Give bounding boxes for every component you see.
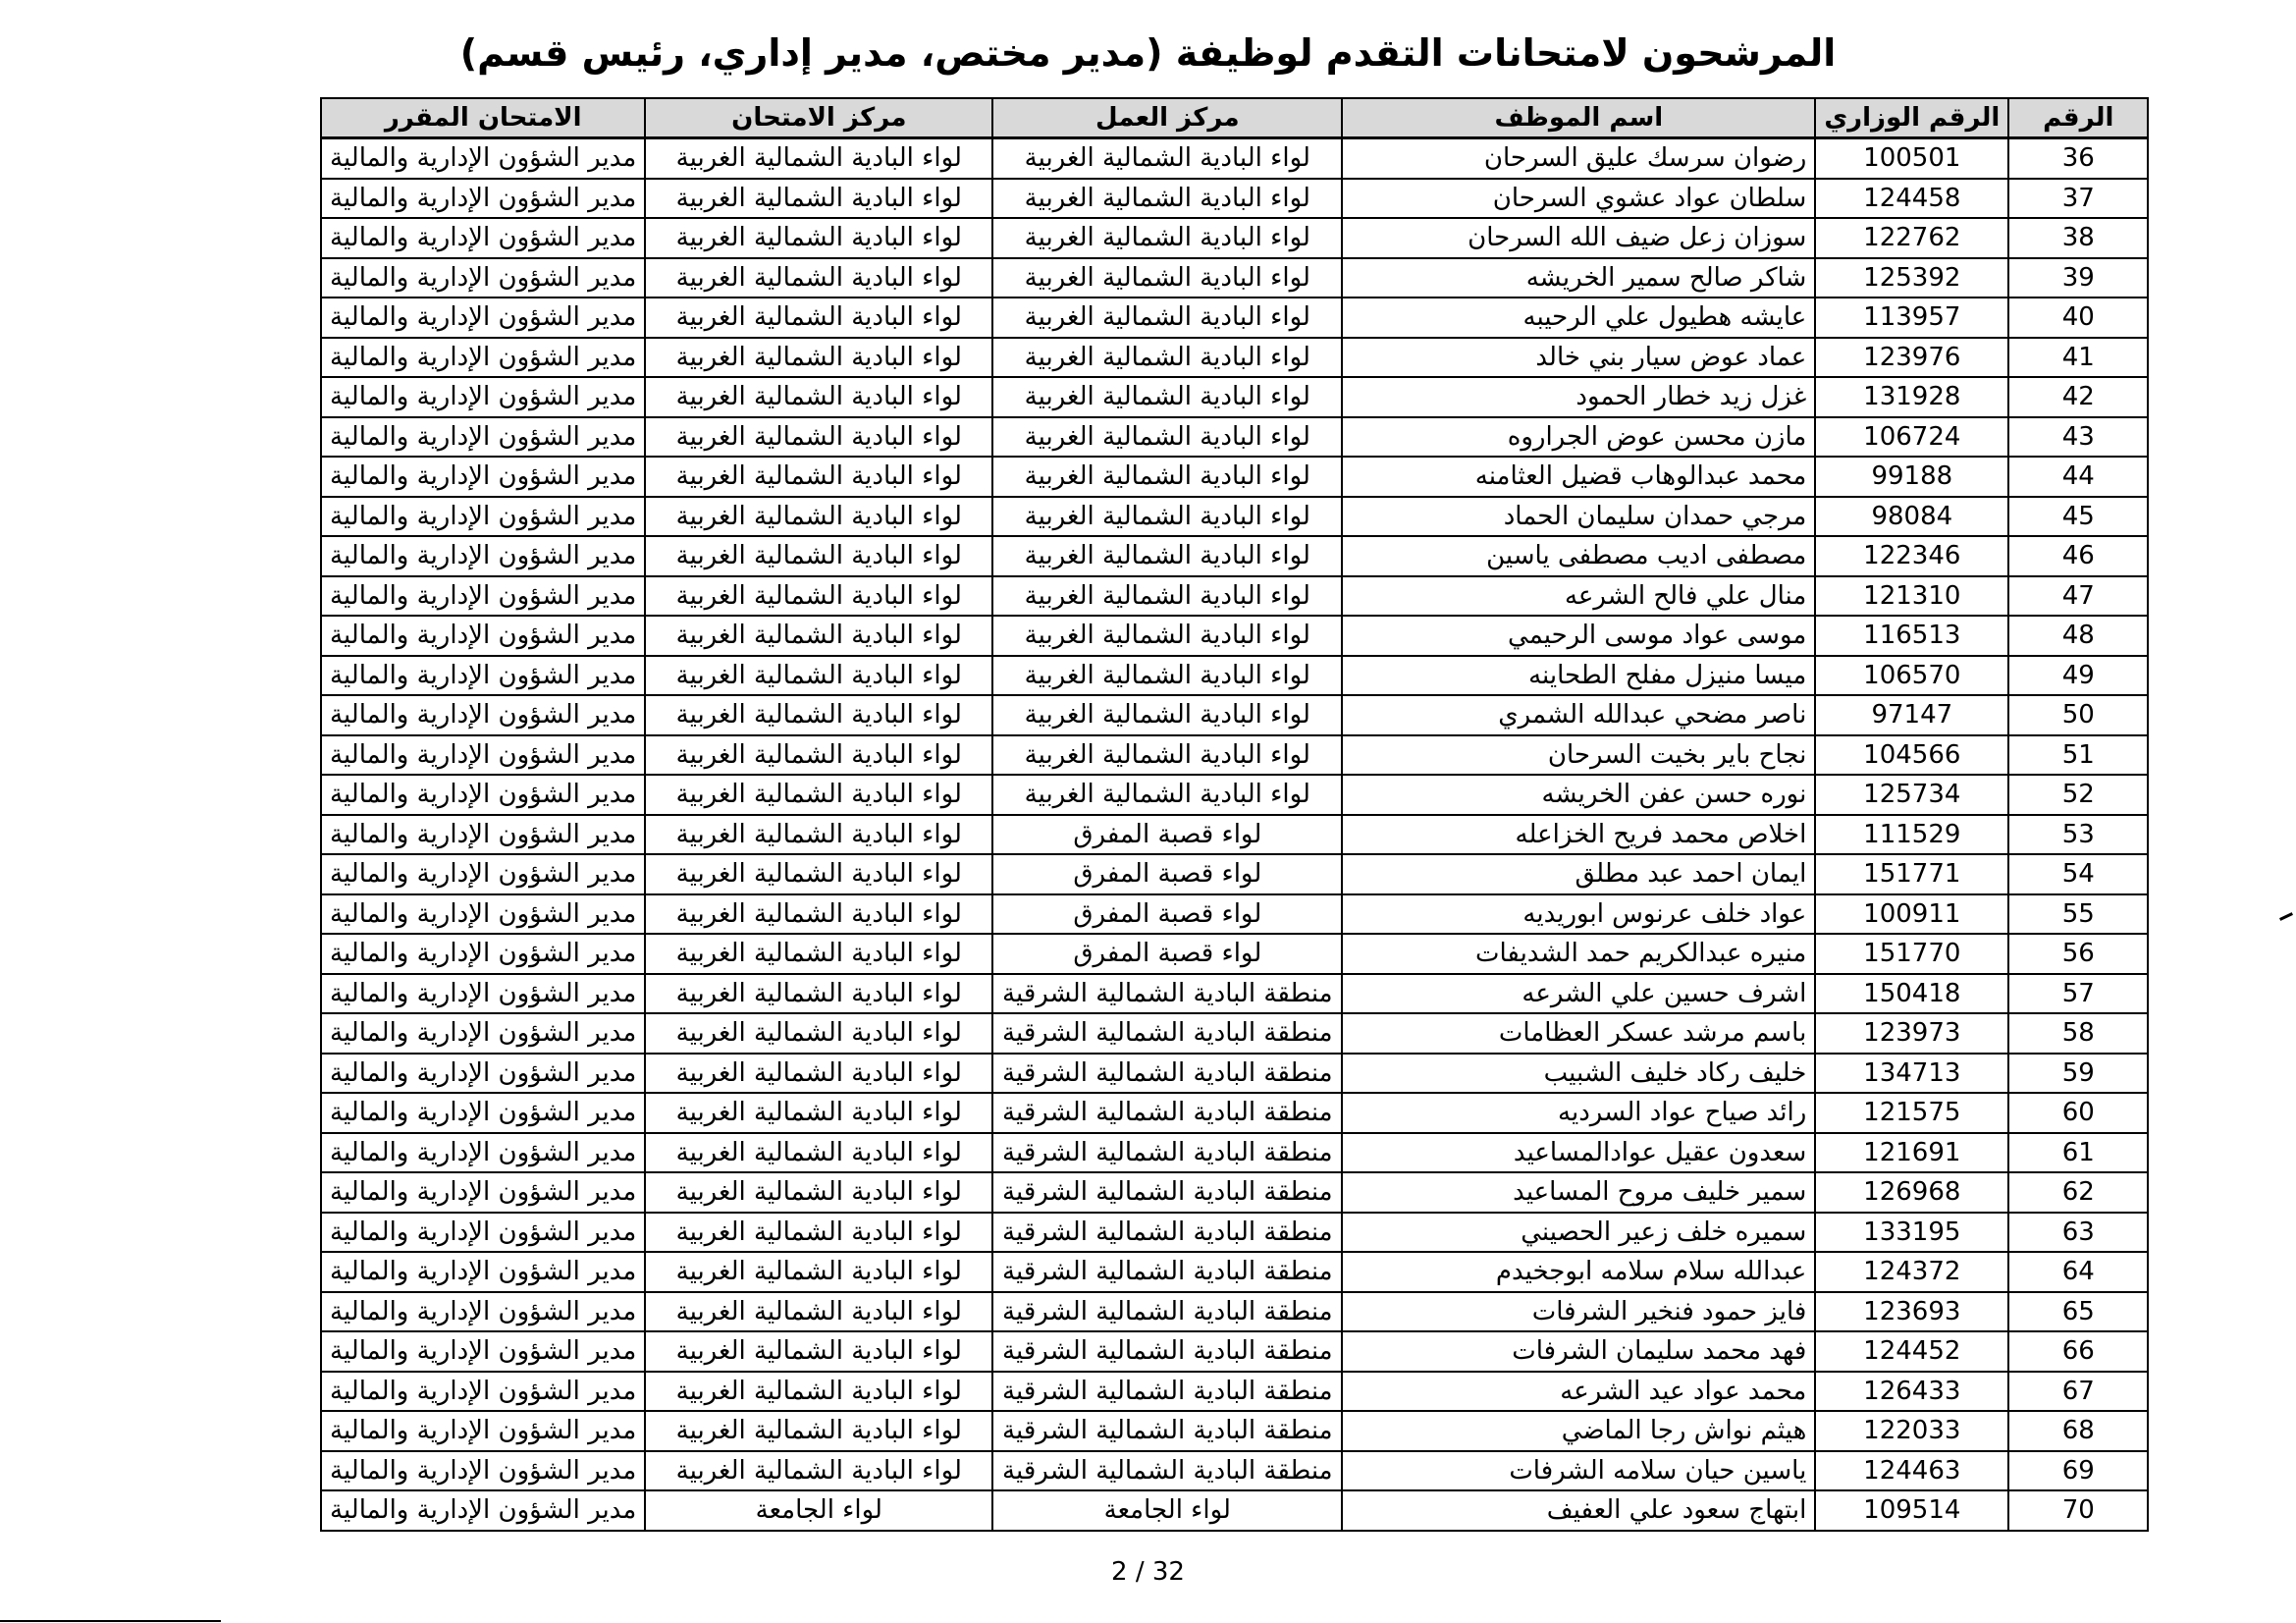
cell-work-center: لواء قصبة المفرق (992, 934, 1342, 974)
cell-work-center: لواء البادية الشمالية الغربية (992, 656, 1342, 696)
cell-number: 52 (2008, 775, 2148, 815)
cell-scheduled-exam: مدير الشؤون الإدارية والمالية (321, 1331, 645, 1372)
cell-ministry-id: 111529 (1815, 815, 2008, 855)
cell-number: 43 (2008, 417, 2148, 458)
candidates-table (320, 97, 2149, 1532)
cell-employee-name: سميره خلف زعير الحصيني (1342, 1213, 1815, 1253)
cell-employee-name: هيثم نواش رجا الماضي (1342, 1411, 1815, 1451)
cell-scheduled-exam: مدير الشؤون الإدارية والمالية (321, 377, 645, 417)
cell-exam-center: لواء البادية الشمالية الغربية (645, 1292, 992, 1332)
table-row (321, 1331, 2148, 1372)
table-row (321, 616, 2148, 656)
cell-scheduled-exam: مدير الشؤون الإدارية والمالية (321, 417, 645, 458)
cell-work-center: منطقة البادية الشمالية الشرقية (992, 1213, 1342, 1253)
cell-scheduled-exam: مدير الشؤون الإدارية والمالية (321, 576, 645, 617)
cell-scheduled-exam: مدير الشؤون الإدارية والمالية (321, 497, 645, 537)
cell-employee-name: خليف ركاد خليف الشبيب (1342, 1054, 1815, 1094)
cell-work-center: منطقة البادية الشمالية الشرقية (992, 1013, 1342, 1054)
table-row (321, 974, 2148, 1014)
cell-ministry-id: 151770 (1815, 934, 2008, 974)
cell-exam-center: لواء البادية الشمالية الغربية (645, 854, 992, 894)
cell-employee-name: منال علي فالح الشرعه (1342, 576, 1815, 617)
cell-work-center: لواء البادية الشمالية الغربية (992, 735, 1342, 776)
cell-exam-center: لواء البادية الشمالية الغربية (645, 576, 992, 617)
cell-employee-name: عواد خلف عرنوس ابوريديه (1342, 894, 1815, 935)
table-row (321, 1451, 2148, 1491)
table-row (321, 1093, 2148, 1133)
cell-employee-name: ميسا منيزل مفلح الطحاينه (1342, 656, 1815, 696)
cell-scheduled-exam: مدير الشؤون الإدارية والمالية (321, 258, 645, 298)
cell-work-center: منطقة البادية الشمالية الشرقية (992, 1054, 1342, 1094)
cell-ministry-id: 126433 (1815, 1372, 2008, 1412)
cell-number: 41 (2008, 338, 2148, 378)
cell-scheduled-exam: مدير الشؤون الإدارية والمالية (321, 298, 645, 338)
cell-scheduled-exam: مدير الشؤون الإدارية والمالية (321, 536, 645, 576)
cell-work-center: لواء البادية الشمالية الغربية (992, 218, 1342, 258)
cell-exam-center: لواء البادية الشمالية الغربية (645, 1372, 992, 1412)
cell-scheduled-exam: مدير الشؤون الإدارية والمالية (321, 457, 645, 497)
cell-exam-center: لواء البادية الشمالية الغربية (645, 1054, 992, 1094)
cell-ministry-id: 124458 (1815, 179, 2008, 219)
table-body (321, 138, 2148, 1531)
table-row (321, 815, 2148, 855)
table-row (321, 298, 2148, 338)
table-row (321, 536, 2148, 576)
cell-number: 68 (2008, 1411, 2148, 1451)
cell-scheduled-exam: مدير الشؤون الإدارية والمالية (321, 815, 645, 855)
cell-number: 58 (2008, 1013, 2148, 1054)
cell-scheduled-exam: مدير الشؤون الإدارية والمالية (321, 1054, 645, 1094)
table-row (321, 775, 2148, 815)
cell-work-center: لواء قصبة المفرق (992, 854, 1342, 894)
cell-employee-name: نوره حسن عفن الخريشه (1342, 775, 1815, 815)
cell-number: 36 (2008, 138, 2148, 179)
table-row (321, 576, 2148, 617)
cell-exam-center: لواء البادية الشمالية الغربية (645, 536, 992, 576)
cell-work-center: منطقة البادية الشمالية الشرقية (992, 1451, 1342, 1491)
table-row (321, 894, 2148, 935)
cell-exam-center: لواء البادية الشمالية الغربية (645, 616, 992, 656)
table-row (321, 1172, 2148, 1213)
table-row (321, 1252, 2148, 1292)
cell-exam-center: لواء البادية الشمالية الغربية (645, 1213, 992, 1253)
cell-number: 61 (2008, 1133, 2148, 1173)
cell-employee-name: عبدالله سلام سلامه ابوجخيدم (1342, 1252, 1815, 1292)
table-row (321, 417, 2148, 458)
cell-exam-center: لواء البادية الشمالية الغربية (645, 258, 992, 298)
cell-number: 63 (2008, 1213, 2148, 1253)
cell-number: 62 (2008, 1172, 2148, 1213)
cell-employee-name: مرجي حمدان سليمان الحماد (1342, 497, 1815, 537)
cell-number: 37 (2008, 179, 2148, 219)
table-row (321, 1213, 2148, 1253)
cell-scheduled-exam: مدير الشؤون الإدارية والمالية (321, 974, 645, 1014)
cell-exam-center: لواء البادية الشمالية الغربية (645, 417, 992, 458)
cell-ministry-id: 121310 (1815, 576, 2008, 617)
cell-number: 40 (2008, 298, 2148, 338)
table-row (321, 1490, 2148, 1531)
cell-exam-center: لواء البادية الشمالية الغربية (645, 695, 992, 735)
cell-ministry-id: 98084 (1815, 497, 2008, 537)
cell-number: 46 (2008, 536, 2148, 576)
cell-ministry-id: 97147 (1815, 695, 2008, 735)
cell-ministry-id: 124452 (1815, 1331, 2008, 1372)
cell-scheduled-exam: مدير الشؤون الإدارية والمالية (321, 616, 645, 656)
cell-employee-name: ياسين حيان سلامه الشرفات (1342, 1451, 1815, 1491)
cell-scheduled-exam: مدير الشؤون الإدارية والمالية (321, 1252, 645, 1292)
cell-exam-center: لواء البادية الشمالية الغربية (645, 1172, 992, 1213)
table-row (321, 179, 2148, 219)
cell-exam-center: لواء البادية الشمالية الغربية (645, 1451, 992, 1491)
cell-employee-name: ناصر مضحي عبدالله الشمري (1342, 695, 1815, 735)
cell-employee-name: مازن محسن عوض الجراروه (1342, 417, 1815, 458)
cell-employee-name: سوزان زعل ضيف الله السرحان (1342, 218, 1815, 258)
cell-employee-name: مصطفى اديب مصطفى ياسين (1342, 536, 1815, 576)
cell-number: 66 (2008, 1331, 2148, 1372)
cell-employee-name: باسم مرشد عسكر العظامات (1342, 1013, 1815, 1054)
page-number: 2 / 32 (1111, 1557, 1185, 1587)
cell-work-center: لواء قصبة المفرق (992, 815, 1342, 855)
cell-exam-center: لواء الجامعة (645, 1490, 992, 1531)
table-row (321, 1013, 2148, 1054)
cell-number: 67 (2008, 1372, 2148, 1412)
cell-ministry-id: 122346 (1815, 536, 2008, 576)
cell-work-center: لواء البادية الشمالية الغربية (992, 338, 1342, 378)
cell-employee-name: محمد عواد عيد الشرعه (1342, 1372, 1815, 1412)
cell-ministry-id: 106724 (1815, 417, 2008, 458)
table-row (321, 735, 2148, 776)
table-row (321, 1054, 2148, 1094)
cell-employee-name: محمد عبدالوهاب قضيل العثامنه (1342, 457, 1815, 497)
cell-ministry-id: 126968 (1815, 1172, 2008, 1213)
cell-exam-center: لواء البادية الشمالية الغربية (645, 1252, 992, 1292)
cell-number: 55 (2008, 894, 2148, 935)
cell-work-center: لواء البادية الشمالية الغربية (992, 497, 1342, 537)
table-row (321, 497, 2148, 537)
cell-exam-center: لواء البادية الشمالية الغربية (645, 1331, 992, 1372)
cell-ministry-id: 150418 (1815, 974, 2008, 1014)
cell-work-center: لواء البادية الشمالية الغربية (992, 695, 1342, 735)
cell-scheduled-exam: مدير الشؤون الإدارية والمالية (321, 894, 645, 935)
header-work-center: مركز العمل (992, 98, 1342, 138)
margin-mark (2279, 912, 2293, 921)
cell-exam-center: لواء البادية الشمالية الغربية (645, 218, 992, 258)
cell-employee-name: موسى عواد موسى الرحيمي (1342, 616, 1815, 656)
table-row (321, 218, 2148, 258)
cell-exam-center: لواء البادية الشمالية الغربية (645, 735, 992, 776)
cell-employee-name: فهد محمد سليمان الشرفات (1342, 1331, 1815, 1372)
cell-number: 45 (2008, 497, 2148, 537)
cell-number: 70 (2008, 1490, 2148, 1531)
cell-employee-name: عماد عوض سيار بني خالد (1342, 338, 1815, 378)
cell-work-center: منطقة البادية الشمالية الشرقية (992, 1252, 1342, 1292)
cell-exam-center: لواء البادية الشمالية الغربية (645, 298, 992, 338)
cell-number: 51 (2008, 735, 2148, 776)
table-row (321, 138, 2148, 179)
cell-number: 54 (2008, 854, 2148, 894)
cell-employee-name: منيره عبدالكريم حمد الشديفات (1342, 934, 1815, 974)
cell-scheduled-exam: مدير الشؤون الإدارية والمالية (321, 1013, 645, 1054)
cell-number: 47 (2008, 576, 2148, 617)
cell-ministry-id: 123973 (1815, 1013, 2008, 1054)
cell-exam-center: لواء البادية الشمالية الغربية (645, 138, 992, 179)
cell-exam-center: لواء البادية الشمالية الغربية (645, 1411, 992, 1451)
cell-employee-name: ايمان احمد عبد مطلق (1342, 854, 1815, 894)
cell-number: 49 (2008, 656, 2148, 696)
cell-scheduled-exam: مدير الشؤون الإدارية والمالية (321, 1133, 645, 1173)
header-employee-name: اسم الموظف (1342, 98, 1815, 138)
cell-employee-name: شاكر صالح سمير الخريشه (1342, 258, 1815, 298)
cell-work-center: لواء الجامعة (992, 1490, 1342, 1531)
cell-ministry-id: 122033 (1815, 1411, 2008, 1451)
cell-work-center: منطقة البادية الشمالية الشرقية (992, 1372, 1342, 1412)
cell-exam-center: لواء البادية الشمالية الغربية (645, 377, 992, 417)
cell-scheduled-exam: مدير الشؤون الإدارية والمالية (321, 1490, 645, 1531)
cell-employee-name: عايشه هطيول علي الرحيبه (1342, 298, 1815, 338)
cell-ministry-id: 109514 (1815, 1490, 2008, 1531)
cell-employee-name: رائد صياح عواد السرديه (1342, 1093, 1815, 1133)
cell-work-center: لواء البادية الشمالية الغربية (992, 536, 1342, 576)
cell-exam-center: لواء البادية الشمالية الغربية (645, 974, 992, 1014)
cell-number: 59 (2008, 1054, 2148, 1094)
cell-work-center: منطقة البادية الشمالية الشرقية (992, 1411, 1342, 1451)
cell-work-center: منطقة البادية الشمالية الشرقية (992, 1172, 1342, 1213)
cell-ministry-id: 124463 (1815, 1451, 2008, 1491)
cell-ministry-id: 104566 (1815, 735, 2008, 776)
cell-scheduled-exam: مدير الشؤون الإدارية والمالية (321, 1093, 645, 1133)
cell-work-center: لواء البادية الشمالية الغربية (992, 576, 1342, 617)
cell-number: 48 (2008, 616, 2148, 656)
cell-work-center: لواء البادية الشمالية الغربية (992, 298, 1342, 338)
cell-employee-name: غزل زيد خطار الحمود (1342, 377, 1815, 417)
cell-number: 56 (2008, 934, 2148, 974)
table-row (321, 1411, 2148, 1451)
cell-scheduled-exam: مدير الشؤون الإدارية والمالية (321, 735, 645, 776)
cell-scheduled-exam: مدير الشؤون الإدارية والمالية (321, 656, 645, 696)
cell-employee-name: اخلاص محمد فريح الخزاعله (1342, 815, 1815, 855)
table-header-row (321, 98, 2148, 138)
cell-number: 64 (2008, 1252, 2148, 1292)
cell-work-center: لواء البادية الشمالية الغربية (992, 138, 1342, 179)
cell-work-center: لواء البادية الشمالية الغربية (992, 258, 1342, 298)
cell-exam-center: لواء البادية الشمالية الغربية (645, 1013, 992, 1054)
table-row (321, 377, 2148, 417)
cell-number: 42 (2008, 377, 2148, 417)
cell-employee-name: نجاح باير بخيت السرحان (1342, 735, 1815, 776)
cell-number: 60 (2008, 1093, 2148, 1133)
cell-ministry-id: 122762 (1815, 218, 2008, 258)
table-row (321, 1292, 2148, 1332)
cell-ministry-id: 116513 (1815, 616, 2008, 656)
cell-ministry-id: 106570 (1815, 656, 2008, 696)
cell-scheduled-exam: مدير الشؤون الإدارية والمالية (321, 695, 645, 735)
cell-work-center: لواء قصبة المفرق (992, 894, 1342, 935)
cell-work-center: منطقة البادية الشمالية الشرقية (992, 974, 1342, 1014)
cell-scheduled-exam: مدير الشؤون الإدارية والمالية (321, 338, 645, 378)
cell-work-center: لواء البادية الشمالية الغربية (992, 457, 1342, 497)
cell-scheduled-exam: مدير الشؤون الإدارية والمالية (321, 1411, 645, 1451)
cell-work-center: منطقة البادية الشمالية الشرقية (992, 1331, 1342, 1372)
cell-ministry-id: 124372 (1815, 1252, 2008, 1292)
cell-work-center: لواء البادية الشمالية الغربية (992, 417, 1342, 458)
cell-ministry-id: 151771 (1815, 854, 2008, 894)
cell-scheduled-exam: مدير الشؤون الإدارية والمالية (321, 934, 645, 974)
cell-employee-name: سعدون عقيل عوادالمساعيد (1342, 1133, 1815, 1173)
cell-scheduled-exam: مدير الشؤون الإدارية والمالية (321, 179, 645, 219)
cell-number: 44 (2008, 457, 2148, 497)
cell-employee-name: اشرف حسين علي الشرعه (1342, 974, 1815, 1014)
cell-work-center: لواء البادية الشمالية الغربية (992, 616, 1342, 656)
cell-number: 38 (2008, 218, 2148, 258)
cell-number: 57 (2008, 974, 2148, 1014)
cell-scheduled-exam: مدير الشؤون الإدارية والمالية (321, 1172, 645, 1213)
cell-exam-center: لواء البادية الشمالية الغربية (645, 1133, 992, 1173)
cell-exam-center: لواء البادية الشمالية الغربية (645, 815, 992, 855)
cell-scheduled-exam: مدير الشؤون الإدارية والمالية (321, 1292, 645, 1332)
table-row (321, 1372, 2148, 1412)
cell-scheduled-exam: مدير الشؤون الإدارية والمالية (321, 1372, 645, 1412)
table-row (321, 338, 2148, 378)
cell-ministry-id: 99188 (1815, 457, 2008, 497)
cell-exam-center: لواء البادية الشمالية الغربية (645, 894, 992, 935)
page-title: المرشحون لامتحانات التقدم لوظيفة (مدير مختص، مدير إداري، رئيس قسم) (459, 31, 1837, 75)
table-row (321, 656, 2148, 696)
cell-scheduled-exam: مدير الشؤون الإدارية والمالية (321, 854, 645, 894)
cell-number: 39 (2008, 258, 2148, 298)
cell-ministry-id: 121691 (1815, 1133, 2008, 1173)
table-row (321, 854, 2148, 894)
table-row (321, 258, 2148, 298)
cell-ministry-id: 131928 (1815, 377, 2008, 417)
header-ministry-id: الرقم الوزاري (1815, 98, 2008, 138)
header-exam-center: مركز الامتحان (645, 98, 992, 138)
cell-ministry-id: 125734 (1815, 775, 2008, 815)
cell-scheduled-exam: مدير الشؤون الإدارية والمالية (321, 138, 645, 179)
cell-work-center: لواء البادية الشمالية الغربية (992, 377, 1342, 417)
cell-ministry-id: 113957 (1815, 298, 2008, 338)
cell-work-center: منطقة البادية الشمالية الشرقية (992, 1292, 1342, 1332)
cell-employee-name: فايز حمود فنخير الشرفات (1342, 1292, 1815, 1332)
cell-ministry-id: 133195 (1815, 1213, 2008, 1253)
cell-scheduled-exam: مدير الشؤون الإدارية والمالية (321, 775, 645, 815)
cell-exam-center: لواء البادية الشمالية الغربية (645, 457, 992, 497)
cell-employee-name: ابتهاج سعود علي العفيف (1342, 1490, 1815, 1531)
table-row (321, 695, 2148, 735)
cell-number: 50 (2008, 695, 2148, 735)
cell-number: 65 (2008, 1292, 2148, 1332)
cell-ministry-id: 123693 (1815, 1292, 2008, 1332)
cell-work-center: لواء البادية الشمالية الغربية (992, 775, 1342, 815)
cell-employee-name: رضوان سرسك عليق السرحان (1342, 138, 1815, 179)
cell-exam-center: لواء البادية الشمالية الغربية (645, 497, 992, 537)
cell-exam-center: لواء البادية الشمالية الغربية (645, 179, 992, 219)
table-row (321, 934, 2148, 974)
cell-employee-name: سمير خليف مروح المساعيد (1342, 1172, 1815, 1213)
cell-exam-center: لواء البادية الشمالية الغربية (645, 934, 992, 974)
cell-exam-center: لواء البادية الشمالية الغربية (645, 1093, 992, 1133)
cell-ministry-id: 121575 (1815, 1093, 2008, 1133)
cell-ministry-id: 125392 (1815, 258, 2008, 298)
cell-ministry-id: 134713 (1815, 1054, 2008, 1094)
cell-number: 69 (2008, 1451, 2148, 1491)
cell-number: 53 (2008, 815, 2148, 855)
cell-employee-name: سلطان عواد عشوي السرحان (1342, 179, 1815, 219)
cell-ministry-id: 123976 (1815, 338, 2008, 378)
cell-work-center: منطقة البادية الشمالية الشرقية (992, 1133, 1342, 1173)
cell-work-center: لواء البادية الشمالية الغربية (992, 179, 1342, 219)
cell-exam-center: لواء البادية الشمالية الغربية (645, 656, 992, 696)
cell-work-center: منطقة البادية الشمالية الشرقية (992, 1093, 1342, 1133)
table-row (321, 1133, 2148, 1173)
cell-scheduled-exam: مدير الشؤون الإدارية والمالية (321, 1451, 645, 1491)
cell-scheduled-exam: مدير الشؤون الإدارية والمالية (321, 218, 645, 258)
cell-scheduled-exam: مدير الشؤون الإدارية والمالية (321, 1213, 645, 1253)
table-row (321, 457, 2148, 497)
header-number: الرقم (2008, 98, 2148, 138)
cell-exam-center: لواء البادية الشمالية الغربية (645, 775, 992, 815)
cell-ministry-id: 100501 (1815, 138, 2008, 179)
bottom-rule (0, 1620, 221, 1622)
header-scheduled-exam: الامتحان المقرر (321, 98, 645, 138)
cell-exam-center: لواء البادية الشمالية الغربية (645, 338, 992, 378)
cell-ministry-id: 100911 (1815, 894, 2008, 935)
